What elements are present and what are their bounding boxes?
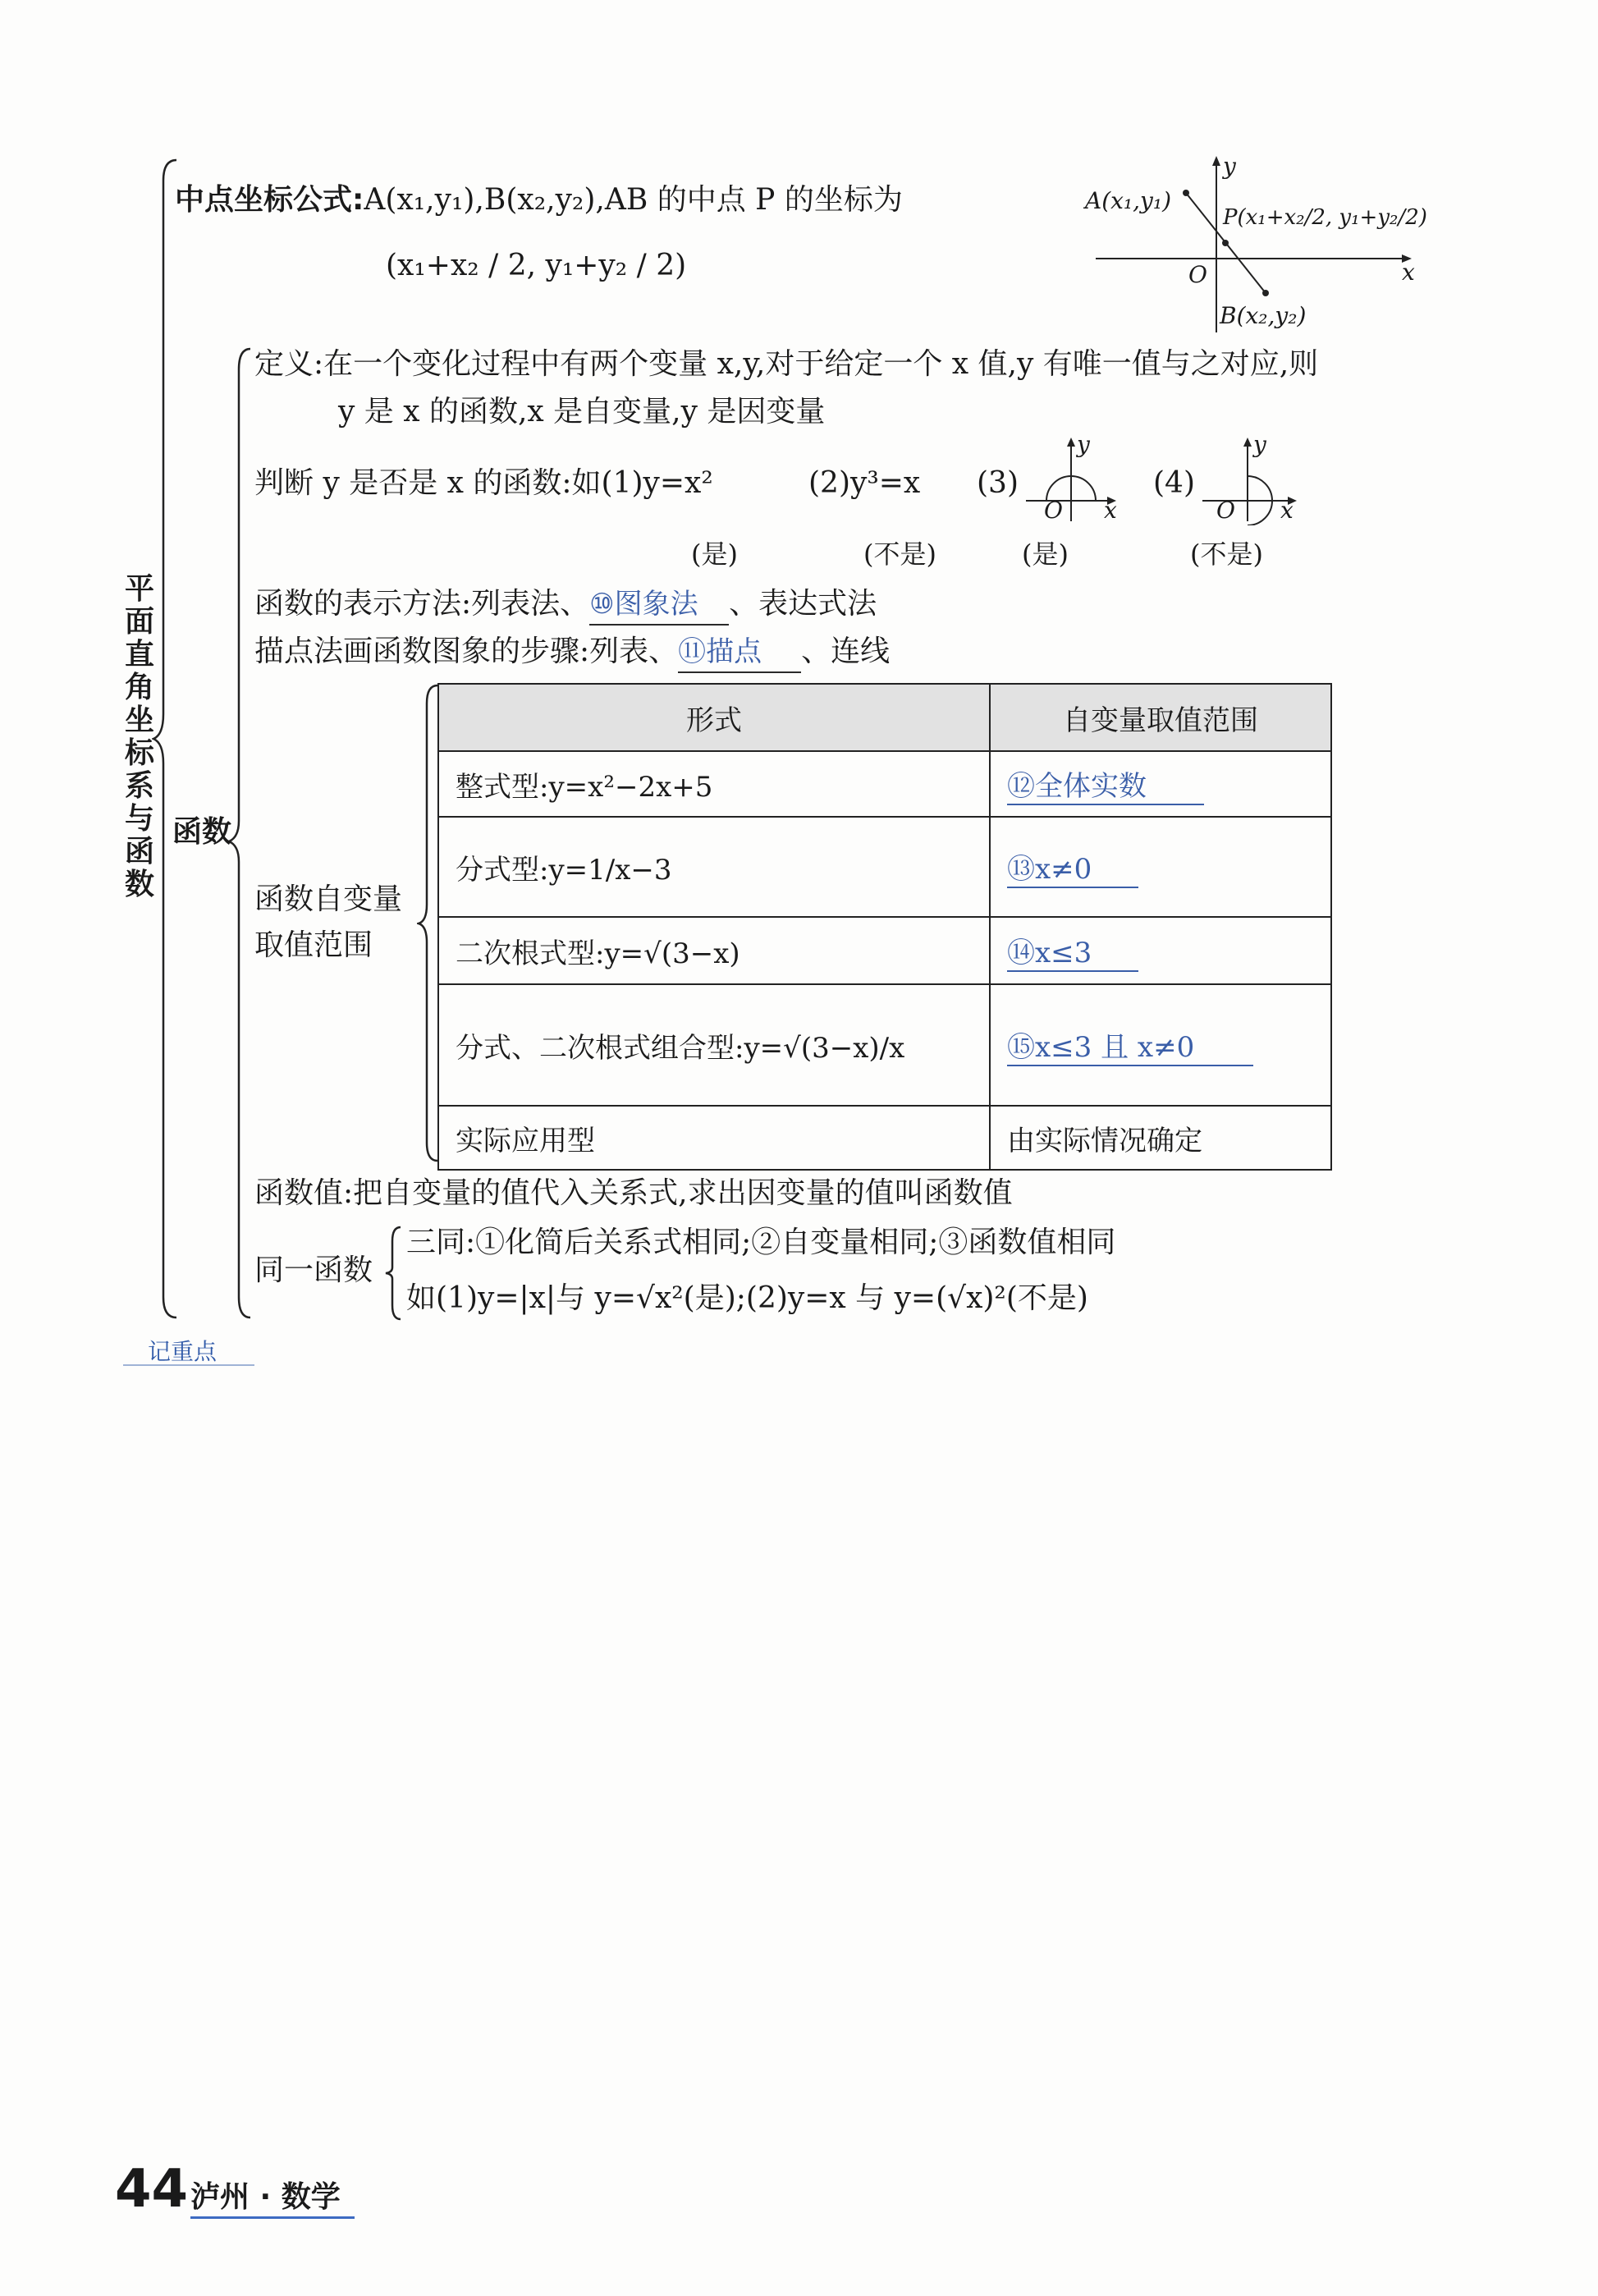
midpoint-line [175, 181, 903, 220]
plotting-suffix: 、连线 [801, 635, 891, 668]
plotting-line [254, 632, 890, 673]
fig-p-label: P(x₁+x₂/2, y₁+y₂/2) [1223, 205, 1427, 230]
representation-line [254, 584, 877, 626]
fig-b-label: B(x₂,y₂) [1220, 302, 1307, 329]
representation-answer: ⑩图象法 [589, 584, 729, 626]
judge-text: 判断 y 是否是 x 的函数:如(1)y=x² [254, 466, 713, 500]
table-header-range: 自变量取值范围 [990, 684, 1331, 751]
page-number: 44 [115, 2159, 189, 2220]
definition-line1: 定义:在一个变化过程中有两个变量 x,y,对于给定一个 x 值,y 有唯一值与之对应,则 [254, 347, 1319, 381]
judge-ans3: (是) [1022, 538, 1069, 570]
table-cell-form: 实际应用型 [438, 1106, 990, 1170]
table-cell-range [990, 817, 1331, 917]
note-label: 记重点 [148, 1338, 217, 1365]
midpoint-text: A(x₁,y₁),B(x₂,y₂),AB 的中点 P 的坐标为 [364, 183, 903, 217]
same-function-line2: 如(1)y=|x|与 y=√x²(是);(2)y=x 与 y=(√x)²(不是) [406, 1281, 1088, 1315]
table-cell-range [990, 984, 1331, 1106]
footer-title: 泸州 · 数学 [190, 2180, 341, 2214]
table-cell-range: 由实际情况确定 [990, 1106, 1331, 1170]
midpoint-label: 中点坐标公式: [175, 183, 364, 217]
table-row [438, 1106, 1331, 1170]
fig-a-label: A(x₁,y₁) [1085, 187, 1172, 214]
midpoint-formula: (x₁+x₂ / 2, y₁+y₂ / 2) [386, 249, 687, 282]
range-answer: ⑬x≠0 [1007, 846, 1138, 888]
graph4-o: O [1216, 497, 1235, 524]
fig-o-label: O [1188, 261, 1207, 288]
domain-label-2: 取值范围 [254, 928, 373, 962]
judge-ex2: (2)y³=x [808, 466, 921, 500]
outer-brace [152, 156, 185, 1322]
range-answer: ⑭x≤3 [1007, 930, 1138, 972]
section-title: 平面直角坐标系与函数 [124, 572, 154, 901]
same-function-brace [384, 1225, 404, 1322]
judge-ans4: (不是) [1190, 538, 1263, 570]
graph3-y: y [1077, 431, 1090, 458]
table-row [438, 984, 1331, 1106]
footer-underline [190, 2216, 355, 2219]
domain-label-1: 函数自变量 [254, 882, 403, 916]
range-answer: ⑫全体实数 [1007, 763, 1204, 805]
same-function-label: 同一函数 [254, 1253, 373, 1287]
graph3-o: O [1044, 497, 1063, 524]
judge-ans1: (是) [691, 538, 738, 570]
function-value: 函数值:把自变量的值代入关系式,求出因变量的值叫函数值 [254, 1176, 1013, 1210]
graph3-x: x [1104, 497, 1117, 524]
table-cell-form: 分式、二次根式组合型:y=√(3−x)/x [438, 984, 990, 1106]
graph4-x: x [1280, 497, 1294, 524]
table-cell-form: 分式型:y=1/x−3 [438, 817, 990, 917]
judge-ex4: (4) [1153, 466, 1195, 500]
table-cell-form: 二次根式型:y=√(3−x) [438, 917, 990, 984]
table-cell-range [990, 917, 1331, 984]
representation-prefix: 函数的表示方法:列表法、 [254, 587, 590, 621]
judge-ans2: (不是) [863, 538, 936, 570]
range-answer: ⑮x≤3 且 x≠0 [1007, 1024, 1253, 1066]
representation-suffix: 、表达式法 [729, 587, 877, 621]
table-row [438, 751, 1331, 817]
table-cell-form: 整式型:y=x²−2x+5 [438, 751, 990, 817]
table-row [438, 817, 1331, 917]
table-row [438, 917, 1331, 984]
same-function-line1: 三同:①化简后关系式相同;②自变量相同;③函数值相同 [406, 1226, 1116, 1259]
functions-label: 函数 [172, 815, 232, 849]
judge-ex3: (3) [977, 466, 1019, 500]
fig-x-label: x [1402, 259, 1415, 286]
fig-y-label: y [1223, 153, 1236, 180]
note-underline [123, 1364, 254, 1366]
plotting-answer: ⑪描点 [678, 632, 801, 673]
definition-line2: y 是 x 的函数,x 是自变量,y 是因变量 [338, 395, 826, 428]
plotting-prefix: 描点法画函数图象的步骤:列表、 [254, 635, 679, 668]
table-cell-range [990, 751, 1331, 817]
table-header-form: 形式 [438, 684, 990, 751]
graph4-y: y [1253, 431, 1266, 458]
domain-table [437, 683, 1332, 1171]
